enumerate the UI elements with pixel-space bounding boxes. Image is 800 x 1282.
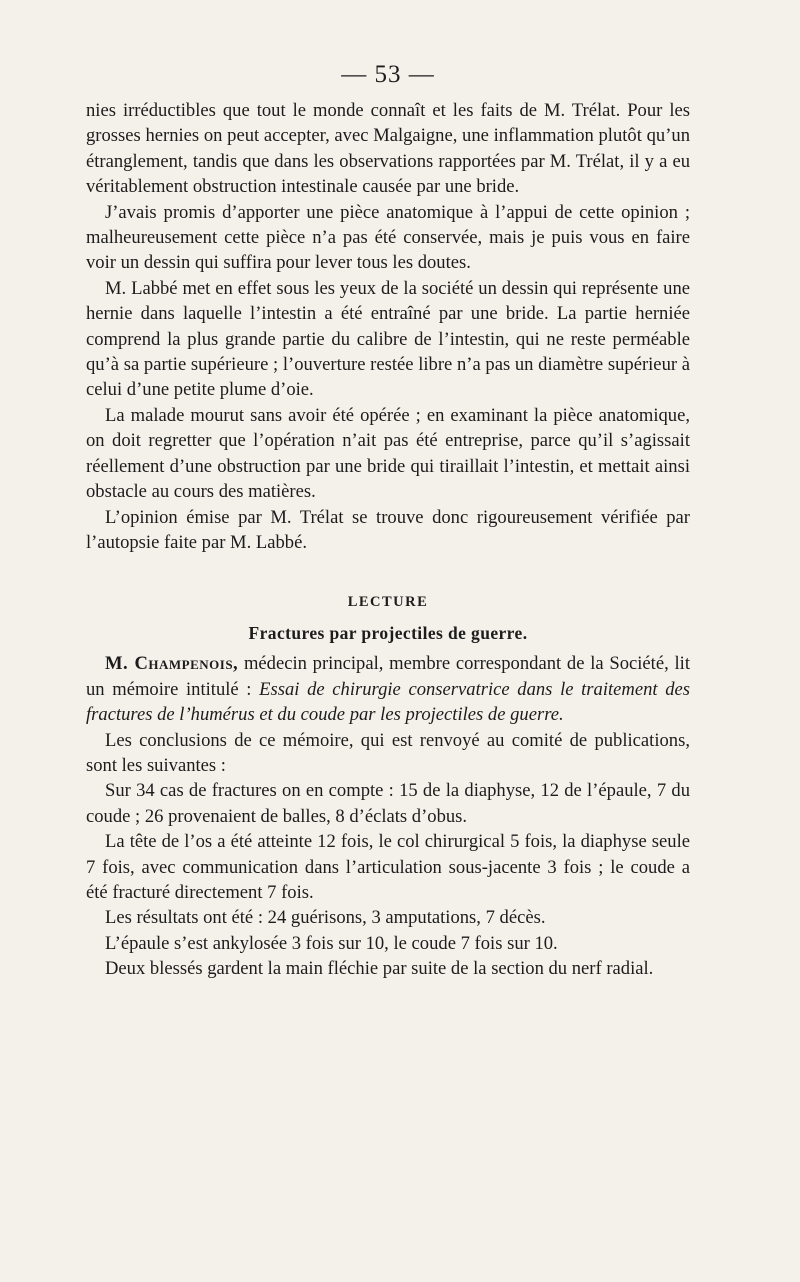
section-subheading: Fractures par projectiles de guerre. (248, 623, 528, 644)
paragraph: M. Labbé met en effet sous les yeux de la société un dessin qui représente une hernie dans laquelle l’intestin a été entraîné par une bride. La partie herniée comprend la plus grande partie du calibre de l’intestin, qui ne reste perméable qu’à sa partie supérieure ; l’ouverture restée libre n’a pas un diamètre supérieur à celui d’une petite plume d’oie. (86, 277, 690, 401)
memoir-title: Essai de chirurgie conservatrice dans le traitement des fractures de l’humérus et du coude par les projectiles de guerre. (86, 678, 691, 726)
paragraph: nies irréductibles que tout le monde connaît et les faits de M. Trélat. Pour les grosses hernies on peut accepter, avec Malgaigne, une inflammation plutôt qu’un étranglement, tandis que dans les observations rapportées par M. Trélat, il y a eu véritablement obstruction intestinale causée par une bride. (86, 100, 690, 198)
paragraph: Les conclusions de ce mémoire, qui est renvoyé au comité de publications, sont les suivantes : (86, 729, 690, 776)
page-number: — 53 — (341, 61, 435, 88)
section-spacer (86, 555, 690, 589)
reading-paragraph (86, 651, 690, 727)
paragraph: Deux blessés gardent la main fléchie par suite de la section du nerf radial. (105, 958, 654, 980)
paragraph: L’épaule s’est ankylosée 3 fois sur 10, le coude 7 fois sur 10. (105, 932, 558, 954)
reading-intro: médecin principal, membre correspondant de la Société, lit un mémoire intitulé : (86, 653, 690, 700)
paragraph: Les résultats ont été : 24 guérisons, 3 amputations, 7 décès. (105, 907, 546, 929)
paragraph: La malade mourut sans avoir été opérée ; en examinant la pièce anatomique, on doit regretter que l’opération n’ait pas été entreprise, parce qu’il s’agissait réellement d’une obstruction par une bride qui tiraillait l’intestin, et mettait ainsi obstacle au cours des matières. (86, 404, 690, 503)
paragraph: Sur 34 cas de fractures on en compte : 15 de la diaphyse, 12 de l’épaule, 7 du coude ; 26 provenaient de balles, 8 d’éclats d’obus. (86, 780, 690, 827)
paragraph: J’avais promis d’apporter une pièce anatomique à l’appui de cette opinion ; malheureusement cette pièce n’a pas été conservée, mais je puis vous en faire voir un dessin qui suffira pour lever tous les doutes. (86, 201, 690, 274)
section-heading: LECTURE (347, 594, 429, 611)
author-name: M. Champenois, (105, 653, 239, 675)
document-page (86, 58, 690, 982)
paragraph: L’opinion émise par M. Trélat se trouve donc rigoureusement vérifiée par l’autopsie faite par M. Labbé. (86, 506, 690, 553)
paragraph: La tête de l’os a été atteinte 12 fois, le col chirurgical 5 fois, la diaphyse seule 7 fois, avec communication dans l’articulation sous-jacente 3 fois ; le coude a été fracturé directement 7 fois. (86, 831, 690, 903)
